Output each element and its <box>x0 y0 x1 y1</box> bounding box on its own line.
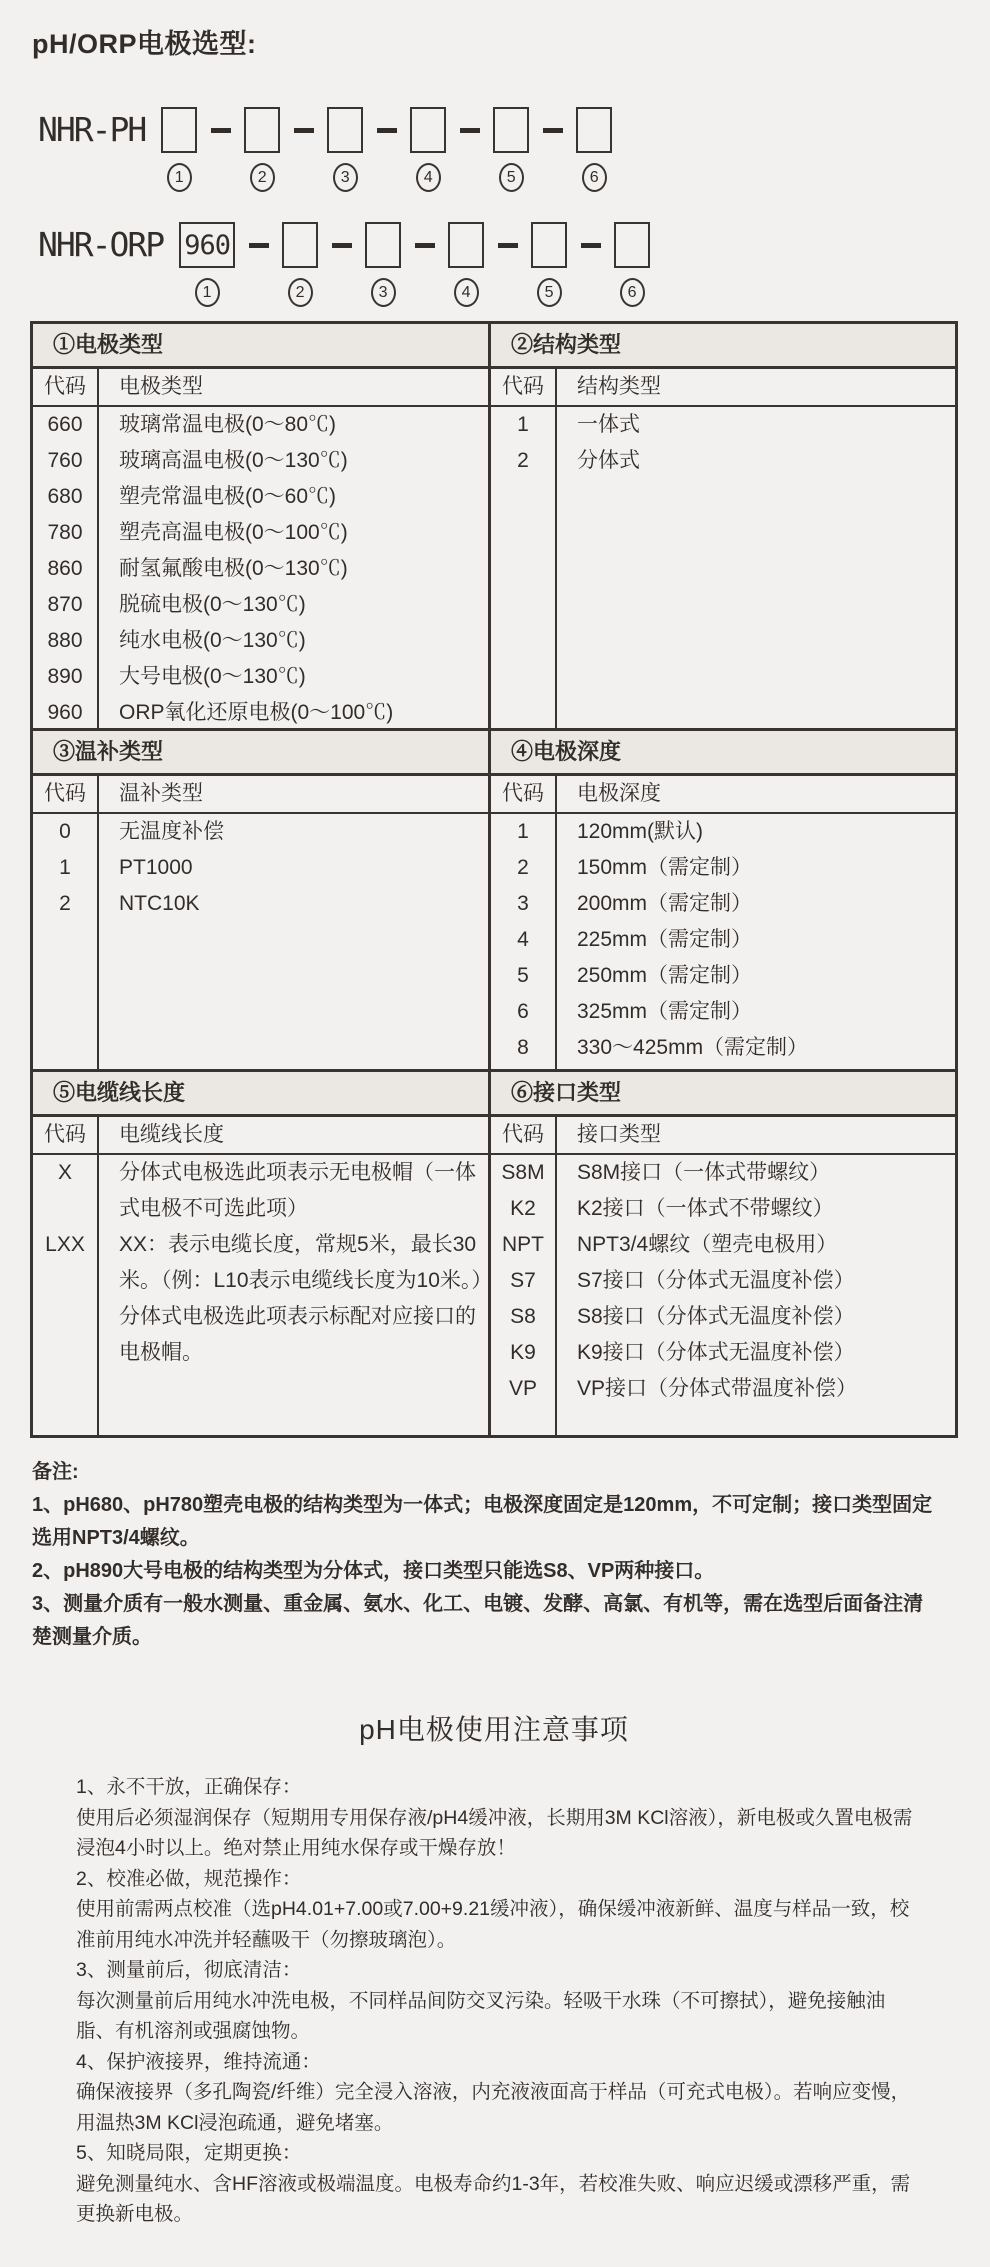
section-body <box>491 814 955 1069</box>
code-cell: 1 <box>33 850 99 886</box>
circled-number-marker: 2 <box>288 278 313 307</box>
circled-number-marker: 6 <box>582 163 607 192</box>
code-cell: 4 <box>491 922 557 958</box>
model-slot <box>244 107 280 192</box>
code-cell: 880 <box>33 623 99 659</box>
note-item: 3、测量介质有一般水测量、重金属、氨水、化工、电镀、发酵、高氯、有机等，需在选型后面备注清楚测量介质。 <box>32 1593 924 1648</box>
table-row <box>491 1299 955 1335</box>
section-body <box>491 1155 955 1435</box>
code-cell: 1 <box>491 814 557 850</box>
desc-cell: 玻璃常温电极(0～80℃) <box>119 413 337 436</box>
model-code-box <box>327 107 363 153</box>
table-row <box>491 958 955 994</box>
table-row <box>33 623 488 659</box>
desc-cell: 330～425mm（需定制） <box>577 1036 809 1059</box>
model-slot <box>410 107 446 192</box>
table-row <box>33 850 488 886</box>
table-row <box>491 1371 955 1407</box>
column-divider-filler <box>491 1066 955 1069</box>
dash-icon <box>529 107 576 133</box>
dash-icon <box>280 107 327 133</box>
usage-item-heading: 2、校准必做，规范操作： <box>76 1867 302 1890</box>
model-slot <box>161 107 197 192</box>
model-code-box <box>531 222 567 268</box>
table-row <box>33 814 488 850</box>
desc-cell: 一体式 <box>577 413 640 436</box>
name-column-header: 结构类型 <box>577 375 661 398</box>
table-row <box>491 1335 955 1371</box>
notes-block <box>32 1456 940 1654</box>
model-slot <box>576 107 612 192</box>
circled-number-marker: 2 <box>250 163 275 192</box>
section-electrode-depth <box>491 731 955 1069</box>
code-cell: 6 <box>491 994 557 1030</box>
column-header-row <box>33 776 488 814</box>
usage-item-heading: 3、测量前后，彻底清洁： <box>76 1959 302 1981</box>
circled-number-marker: 1 <box>167 163 192 192</box>
table-row <box>491 1155 955 1191</box>
dash-icon <box>401 222 448 248</box>
circled-number-marker: 3 <box>371 278 396 307</box>
usage-item-body: 每次测量前后用纯水冲洗电极，不同样品间防交叉污染。轻吸干水珠（不可擦拭），避免接触油脂、有机溶剂或强腐蚀物。 <box>76 1989 886 2042</box>
dash-icon <box>197 107 244 133</box>
usage-item-body: 使用前需两点校准（选pH4.01+7.00或7.00+9.21缓冲液），确保缓冲液新鲜、温度与样品一致，校准前用纯水冲洗并轻蘸吸干（勿擦玻璃泡）。 <box>76 1898 910 1951</box>
table-row <box>491 850 955 886</box>
table-row <box>491 443 955 479</box>
desc-cell: VP接口（分体式带温度补偿） <box>577 1377 858 1400</box>
section-title: ④电极深度 <box>491 731 955 776</box>
code-cell: LXX <box>33 1227 99 1371</box>
code-column-header: 代码 <box>491 1117 557 1153</box>
code-column-header: 代码 <box>491 369 557 405</box>
code-cell: S8 <box>491 1299 557 1335</box>
desc-cell: ORP氧化还原电极(0～100℃) <box>119 701 394 724</box>
desc-cell: S8接口（分体式无温度补偿） <box>577 1305 855 1328</box>
model-label-nhr-orp: NHR-ORP <box>38 225 164 264</box>
code-cell: 0 <box>33 814 99 850</box>
section-title: ②结构类型 <box>491 324 955 369</box>
desc-cell: XX：表示电缆长度，常规5米，最长30米。（例：L10表示电缆线长度为10米。）分体式电极选此项表示标配对应接口的电极帽。 <box>119 1233 482 1364</box>
code-cell: X <box>33 1155 99 1227</box>
model-code-box <box>282 222 318 268</box>
column-divider-filler <box>491 1407 955 1435</box>
desc-cell: 耐氢氟酸电极(0～130℃) <box>119 557 348 580</box>
usage-item-heading: 5、知晓局限，定期更换： <box>76 2142 302 2164</box>
code-cell: 1 <box>491 407 557 443</box>
section-body <box>33 407 488 731</box>
table-row <box>33 587 488 623</box>
note-item: 2、pH890大号电极的结构类型为分体式，接口类型只能选S8、VP两种接口。 <box>32 1560 715 1582</box>
usage-item-body: 使用后必须湿润保存（短期用专用保存液/pH4缓冲液，长期用3M KCl溶液），新电极或久置电极需浸泡4小时以上。绝对禁止用纯水保存或干燥存放！ <box>76 1806 913 1859</box>
desc-cell: K9接口（分体式无温度补偿） <box>577 1341 855 1364</box>
code-cell: 2 <box>491 850 557 886</box>
table-row <box>33 515 488 551</box>
model-row-nhr-ph <box>38 107 958 192</box>
code-cell: 960 <box>33 695 99 731</box>
code-cell: 680 <box>33 479 99 515</box>
table-row <box>491 407 955 443</box>
circled-number-marker: 5 <box>537 278 562 307</box>
name-column-header: 电缆线长度 <box>119 1123 224 1146</box>
table-row <box>33 1227 488 1371</box>
desc-cell: 玻璃高温电极(0～130℃) <box>119 449 348 472</box>
desc-cell: NPT3/4螺纹（塑壳电极用） <box>577 1233 838 1256</box>
model-code-box <box>365 222 401 268</box>
table-row <box>33 886 488 922</box>
section-body <box>491 407 955 728</box>
table-row <box>491 1227 955 1263</box>
model-code-box <box>244 107 280 153</box>
name-column-header: 接口类型 <box>577 1123 661 1146</box>
code-cell: 870 <box>33 587 99 623</box>
desc-cell: 325mm（需定制） <box>577 1000 753 1023</box>
dash-icon <box>567 222 614 248</box>
code-cell: S7 <box>491 1263 557 1299</box>
section-body <box>33 1155 488 1435</box>
code-cell: 2 <box>491 443 557 479</box>
table-row <box>33 443 488 479</box>
model-code-box <box>493 107 529 153</box>
code-cell: 3 <box>491 886 557 922</box>
usage-item-heading: 1、永不干放，正确保存： <box>76 1776 302 1798</box>
desc-cell: S8M接口（一体式带螺纹） <box>577 1161 831 1184</box>
circled-number-marker: 1 <box>195 278 220 307</box>
code-cell: 890 <box>33 659 99 695</box>
column-divider-filler <box>491 479 955 728</box>
model-label-nhr-ph: NHR-PH <box>38 110 146 149</box>
code-cell: K9 <box>491 1335 557 1371</box>
column-header-row <box>33 369 488 407</box>
table-row <box>33 407 488 443</box>
desc-cell: 225mm（需定制） <box>577 928 753 951</box>
dash-icon <box>484 222 531 248</box>
table-row <box>491 1263 955 1299</box>
code-column-header: 代码 <box>33 369 99 405</box>
model-row-nhr-orp <box>38 222 958 307</box>
name-column-header: 电极类型 <box>119 375 203 398</box>
desc-cell: 大号电极(0～130℃) <box>119 665 306 688</box>
section-cable-length <box>33 1072 491 1435</box>
table-row <box>491 1030 955 1066</box>
desc-cell: 纯水电极(0～130℃) <box>119 629 306 652</box>
page-title: pH/ORP电极选型: <box>32 29 257 59</box>
usage-item-body: 避免测量纯水、含HF溶液或极端温度。电极寿命约1-3年，若校准失败、响应迟缓或漂移严重，需更换新电极。 <box>76 2172 911 2225</box>
circled-number-marker: 6 <box>620 278 645 307</box>
table-band-3 <box>33 1072 955 1435</box>
model-code-box <box>576 107 612 153</box>
desc-cell: PT1000 <box>119 856 193 879</box>
circled-number-marker: 3 <box>333 163 358 192</box>
table-row <box>33 695 488 731</box>
circled-number-marker: 4 <box>454 278 479 307</box>
table-row <box>33 551 488 587</box>
code-cell: K2 <box>491 1191 557 1227</box>
model-slot <box>179 222 235 307</box>
model-slot <box>531 222 567 307</box>
desc-cell: 150mm（需定制） <box>577 856 753 879</box>
dash-icon <box>235 222 282 248</box>
usage-section-title: pH电极使用注意事项 <box>359 1714 629 1745</box>
table-row <box>491 1191 955 1227</box>
desc-cell: 塑壳常温电极(0～60℃) <box>119 485 337 508</box>
model-code-box <box>448 222 484 268</box>
table-row <box>491 814 955 850</box>
usage-list <box>76 1772 916 2230</box>
code-column-header: 代码 <box>33 776 99 812</box>
desc-cell: 250mm（需定制） <box>577 964 753 987</box>
model-slot <box>493 107 529 192</box>
table-band-2 <box>33 731 955 1072</box>
model-code-box <box>410 107 446 153</box>
code-cell: 8 <box>491 1030 557 1066</box>
code-cell: NPT <box>491 1227 557 1263</box>
note-item: 1、pH680、pH780塑壳电极的结构类型为一体式；电极深度固定是120mm，不可定制；接口类型固定选用NPT3/4螺纹。 <box>32 1494 933 1549</box>
code-cell: S8M <box>491 1155 557 1191</box>
desc-cell: 分体式电极选此项表示无电极帽（一体式电极不可选此项） <box>119 1161 476 1220</box>
section-title: ⑤电缆线长度 <box>33 1072 488 1117</box>
model-slot <box>448 222 484 307</box>
column-divider-filler <box>33 1371 488 1435</box>
code-cell: 660 <box>33 407 99 443</box>
table-row <box>33 479 488 515</box>
model-slot <box>614 222 650 307</box>
circled-number-marker: 5 <box>499 163 524 192</box>
dash-icon <box>363 107 410 133</box>
desc-cell: 120mm(默认) <box>577 820 704 843</box>
code-cell: 780 <box>33 515 99 551</box>
table-row <box>491 886 955 922</box>
section-body <box>33 814 488 1069</box>
code-column-header: 代码 <box>491 776 557 812</box>
desc-cell: 塑壳高温电极(0～100℃) <box>119 521 348 544</box>
desc-cell: 200mm（需定制） <box>577 892 753 915</box>
column-header-row <box>491 369 955 407</box>
selection-table <box>30 321 958 1438</box>
column-header-row <box>33 1117 488 1155</box>
usage-item-heading: 4、保护液接界，维持流通： <box>76 2050 321 2073</box>
section-connector-type <box>491 1072 955 1435</box>
table-row <box>491 922 955 958</box>
usage-item-body: 确保液接界（多孔陶瓷/纤维）完全浸入溶液，内充液液面高于样品（可充式电极）。若响应变慢，用温热3M KCl浸泡疏通，避免堵塞。 <box>76 2081 911 2134</box>
section-title: ①电极类型 <box>33 324 488 369</box>
model-code-box-960: 960 <box>179 222 235 268</box>
section-structure-type <box>491 324 955 728</box>
model-code-box <box>161 107 197 153</box>
code-cell: 5 <box>491 958 557 994</box>
table-band-1 <box>33 324 955 731</box>
column-header-row <box>491 776 955 814</box>
desc-cell: NTC10K <box>119 892 200 915</box>
code-cell: 2 <box>33 886 99 922</box>
code-column-header: 代码 <box>33 1117 99 1153</box>
column-divider-filler <box>33 922 488 1069</box>
table-row <box>491 994 955 1030</box>
code-cell: VP <box>491 1371 557 1407</box>
circled-number-marker: 4 <box>416 163 441 192</box>
model-slot <box>365 222 401 307</box>
section-title: ③温补类型 <box>33 731 488 776</box>
section-temp-compensation <box>33 731 491 1069</box>
model-code-box <box>614 222 650 268</box>
code-cell: 760 <box>33 443 99 479</box>
dash-icon <box>446 107 493 133</box>
model-slot <box>327 107 363 192</box>
table-row <box>33 1155 488 1227</box>
model-slot <box>282 222 318 307</box>
desc-cell: 脱硫电极(0～130℃) <box>119 593 306 616</box>
column-header-row <box>491 1117 955 1155</box>
section-electrode-type <box>33 324 491 728</box>
desc-cell: K2接口（一体式不带螺纹） <box>577 1197 834 1220</box>
desc-cell: S7接口（分体式无温度补偿） <box>577 1269 855 1292</box>
name-column-header: 温补类型 <box>119 782 203 805</box>
notes-heading: 备注: <box>32 1461 79 1483</box>
section-title: ⑥接口类型 <box>491 1072 955 1117</box>
name-column-header: 电极深度 <box>577 782 661 805</box>
code-cell: 860 <box>33 551 99 587</box>
desc-cell: 无温度补偿 <box>119 820 224 843</box>
dash-icon <box>318 222 365 248</box>
table-row <box>33 659 488 695</box>
desc-cell: 分体式 <box>577 449 640 472</box>
